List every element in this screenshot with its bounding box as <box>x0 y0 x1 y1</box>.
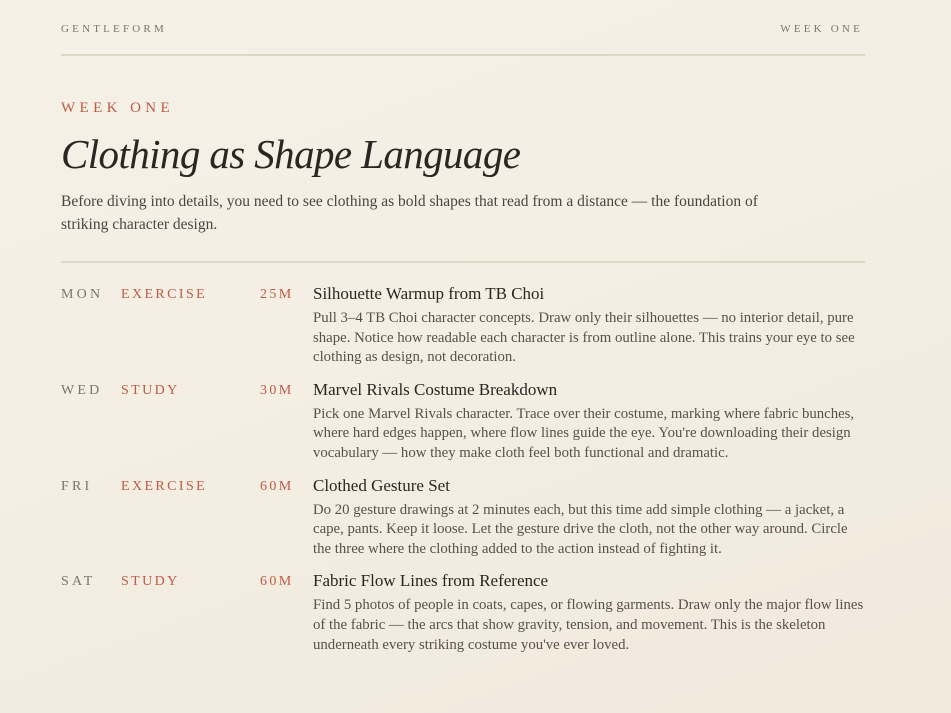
section-divider <box>61 261 865 263</box>
row-content <box>313 476 865 560</box>
row-description: Pull 3–4 TB Choi character concepts. Draw only their silhouettes — no interior detail, pure shape. Notice how readable each character is from outline alone. This trains your eye to see clothing as design, not decoration. <box>313 310 855 366</box>
row-content <box>313 284 865 368</box>
row-day: FRI <box>61 478 93 494</box>
brand-logo-text[interactable]: GENTLEFORM <box>61 23 167 35</box>
row-type: STUDY <box>121 574 180 590</box>
row-title: Fabric Flow Lines from Reference <box>313 571 549 591</box>
header-week-label: WEEK ONE <box>780 23 863 35</box>
row-day: SAT <box>61 574 96 590</box>
row-description: Do 20 gesture drawings at 2 minutes each, but this time add simple clothing — a jacket, a cape, pants. Keep it loose. Let the gesture drive the cloth, not the other way around. Circle the three where the clothing added to the action instead of fighting it. <box>313 501 848 557</box>
week-eyebrow: WEEK ONE <box>61 100 175 116</box>
schedule-row-sat <box>61 571 865 655</box>
row-type: STUDY <box>121 382 180 398</box>
intro-paragraph: Before diving into details, you need to see clothing as bold shapes that read from a distance — the foundation of striking character design. <box>61 193 758 233</box>
schedule-list <box>61 284 865 667</box>
row-content <box>313 571 865 655</box>
schedule-row-fri <box>61 476 865 560</box>
row-description: Find 5 photos of people in coats, capes, or flowing garments. Draw only the major flow lines of the fabric — the arcs that show gravity, tension, and movement. This is the skeleton underneath every striking costume you've ever loved. <box>313 597 864 653</box>
row-type: EXERCISE <box>121 287 208 302</box>
row-duration: 60M <box>260 478 294 494</box>
row-day: MON <box>61 287 104 302</box>
page-title: Clothing as Shape Language <box>61 131 521 177</box>
schedule-row-mon <box>61 284 865 368</box>
row-title: Marvel Rivals Costume Breakdown <box>313 379 558 399</box>
row-title: Silhouette Warmup from TB Choi <box>313 284 545 303</box>
row-title: Clothed Gesture Set <box>313 475 450 495</box>
row-description: Pick one Marvel Rivals character. Trace over their costume, marking where fabric bunches, where hard edges happen, where flow lines guide the eye. You're downloading their design vocabulary — how they make cloth feel both functional and dramatic. <box>313 405 855 461</box>
row-type: EXERCISE <box>121 478 208 494</box>
row-duration: 60M <box>260 574 294 590</box>
row-day: WED <box>61 382 103 398</box>
row-duration: 25M <box>260 287 294 302</box>
schedule-row-wed <box>61 380 865 464</box>
row-duration: 30M <box>260 382 294 398</box>
top-bar <box>61 0 865 56</box>
row-content <box>313 380 865 464</box>
